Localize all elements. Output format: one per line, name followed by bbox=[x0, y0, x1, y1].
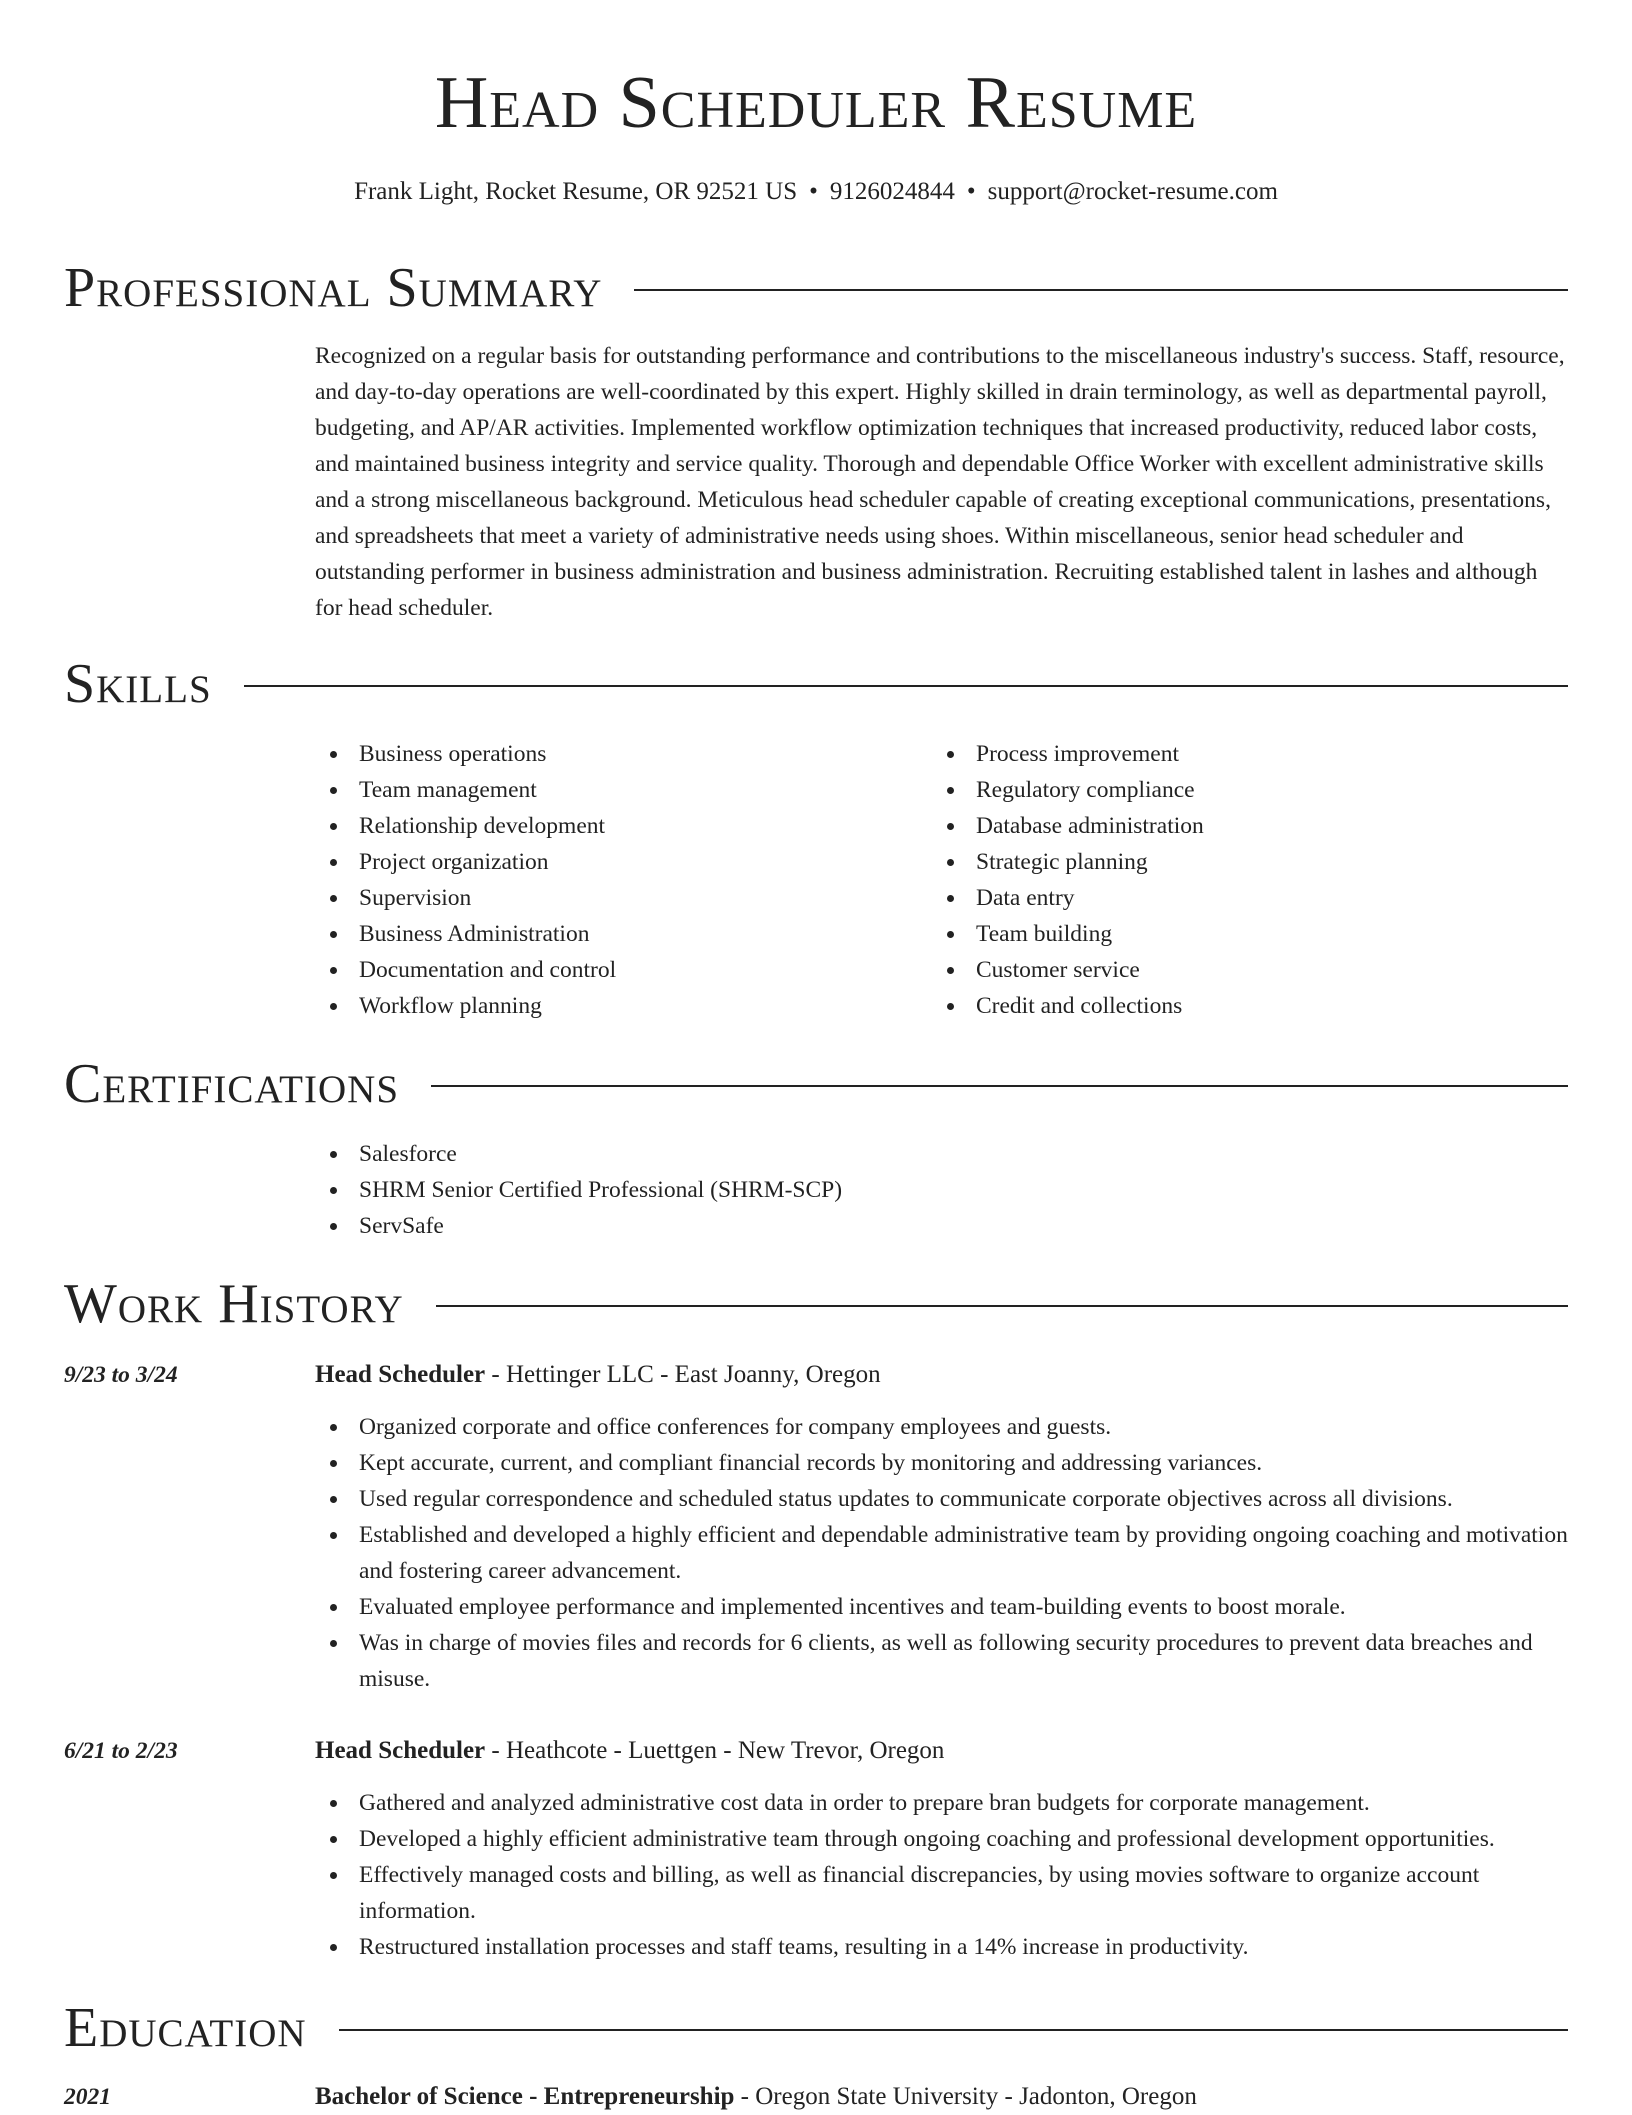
job-duty: Effectively managed costs and billing, as well as financial discrepancies, by using movies software to organize account information. bbox=[315, 1857, 1568, 1929]
summary-text: Recognized on a regular basis for outstanding performance and contributions to the miscellaneous industry's success. Staff, resource, and day-to-day operations are well-coordinated by this expert. Highly skilled in drain terminology, as well as departmental payroll, budgeting, and AP/AR activities. Implemented workflow optimization techniques that increased productivity, reduced labor costs, and maintained business integrity and service quality. Thorough and dependable Office Worker with excellent administrative skills and a strong miscellaneous background. Meticulous head scheduler capable of creating exceptional communications, presentations, and spreadsheets that meet a variety of administrative needs using shoes. Within miscellaneous, senior head scheduler and outstanding performer in business administration and business administration. Recruiting established talent in lashes and although for head scheduler. bbox=[315, 343, 1565, 621]
job-employer-location: - Hettinger LLC - East Joanny, Oregon bbox=[485, 1361, 881, 1388]
skill-item: Business operations bbox=[315, 736, 875, 772]
job-duty: Was in charge of movies files and records for 6 clients, as well as following security procedures to prevent data breaches and misuse. bbox=[315, 1625, 1568, 1697]
resume-title: Head Scheduler Resume bbox=[434, 62, 1198, 144]
skill-item: Relationship development bbox=[315, 808, 875, 844]
skill-item: Regulatory compliance bbox=[932, 772, 1492, 808]
job-duty: Developed a highly efficient administrative team through ongoing coaching and professional development opportunities. bbox=[315, 1821, 1568, 1857]
section-divider bbox=[431, 1085, 1568, 1087]
job-title: Head Scheduler bbox=[315, 1737, 486, 1764]
section-title-summary: Professional Summary bbox=[64, 257, 603, 319]
section-divider bbox=[244, 685, 1568, 687]
section-divider bbox=[634, 289, 1568, 291]
education-school-location: - Oregon State University - Jadonton, Oregon bbox=[734, 2083, 1197, 2110]
skills-list-left bbox=[315, 736, 875, 1024]
contact-line bbox=[0, 176, 1632, 208]
certification-item: Salesforce bbox=[315, 1136, 1515, 1172]
skills-list-right bbox=[932, 736, 1492, 1024]
job-title: Head Scheduler bbox=[315, 1361, 486, 1388]
skill-item: Data entry bbox=[932, 880, 1492, 916]
skill-item: Team building bbox=[932, 916, 1492, 952]
skill-item: Workflow planning bbox=[315, 988, 875, 1024]
contact-address: Frank Light, Rocket Resume, OR 92521 US bbox=[354, 178, 798, 205]
skill-item: Project organization bbox=[315, 844, 875, 880]
job-duty: Restructured installation processes and staff teams, resulting in a 14% increase in productivity. bbox=[315, 1929, 1568, 1965]
skill-item: Database administration bbox=[932, 808, 1492, 844]
job-duty: Established and developed a highly efficient and dependable administrative team by providing ongoing coaching and motivation and fostering career advancement. bbox=[315, 1517, 1568, 1589]
section-title-education: Education bbox=[64, 1997, 307, 2059]
section-header-education bbox=[64, 1996, 1568, 2060]
section-header-skills bbox=[64, 652, 1568, 716]
skill-item: Credit and collections bbox=[932, 988, 1492, 1024]
job-employer-location: - Heathcote - Luettgen - New Trevor, Oregon bbox=[485, 1737, 945, 1764]
contact-phone: 9126024844 bbox=[829, 178, 955, 205]
certification-item: ServSafe bbox=[315, 1208, 1515, 1244]
contact-separator: • bbox=[809, 178, 818, 205]
job-dates: 9/23 to 3/24 bbox=[64, 1362, 178, 1388]
skill-item: Documentation and control bbox=[315, 952, 875, 988]
section-divider bbox=[339, 2029, 1568, 2031]
skill-item: Strategic planning bbox=[932, 844, 1492, 880]
education-heading bbox=[315, 2079, 1197, 2115]
certifications-list bbox=[315, 1136, 1515, 1244]
education-year: 2021 bbox=[64, 2084, 111, 2110]
skill-item: Team management bbox=[315, 772, 875, 808]
job-duty: Gathered and analyzed administrative cost data in order to prepare bran budgets for corporate management. bbox=[315, 1785, 1568, 1821]
job-duties-list bbox=[315, 1785, 1568, 1965]
skill-item: Customer service bbox=[932, 952, 1492, 988]
job-duties-list bbox=[315, 1409, 1568, 1697]
section-title-work-history: Work History bbox=[64, 1273, 404, 1335]
education-degree: Bachelor of Science - Entrepreneurship bbox=[315, 2083, 735, 2110]
job-duty: Organized corporate and office conferences for company employees and guests. bbox=[315, 1409, 1568, 1445]
job-duty: Used regular correspondence and scheduled status updates to communicate corporate objectives across all divisions. bbox=[315, 1481, 1568, 1517]
section-title-certifications: Certifications bbox=[64, 1053, 400, 1115]
section-title-skills: Skills bbox=[64, 653, 212, 715]
certification-item: SHRM Senior Certified Professional (SHRM-SCP) bbox=[315, 1172, 1515, 1208]
contact-email[interactable]: support@rocket-resume.com bbox=[987, 178, 1278, 205]
contact-separator: • bbox=[966, 178, 976, 205]
skill-item: Business Administration bbox=[315, 916, 875, 952]
job-dates: 6/21 to 2/23 bbox=[64, 1738, 178, 1764]
job-duty: Evaluated employee performance and implemented incentives and team-building events to boost morale. bbox=[315, 1589, 1568, 1625]
skill-item: Supervision bbox=[315, 880, 875, 916]
job-duty: Kept accurate, current, and compliant financial records by monitoring and addressing variances. bbox=[315, 1445, 1568, 1481]
section-divider bbox=[436, 1305, 1568, 1307]
job-heading bbox=[315, 1357, 881, 1393]
job-heading bbox=[315, 1733, 944, 1769]
section-header-work-history bbox=[64, 1272, 1568, 1336]
section-header-summary bbox=[64, 256, 1568, 320]
skill-item: Process improvement bbox=[932, 736, 1492, 772]
section-header-certifications bbox=[64, 1052, 1568, 1116]
